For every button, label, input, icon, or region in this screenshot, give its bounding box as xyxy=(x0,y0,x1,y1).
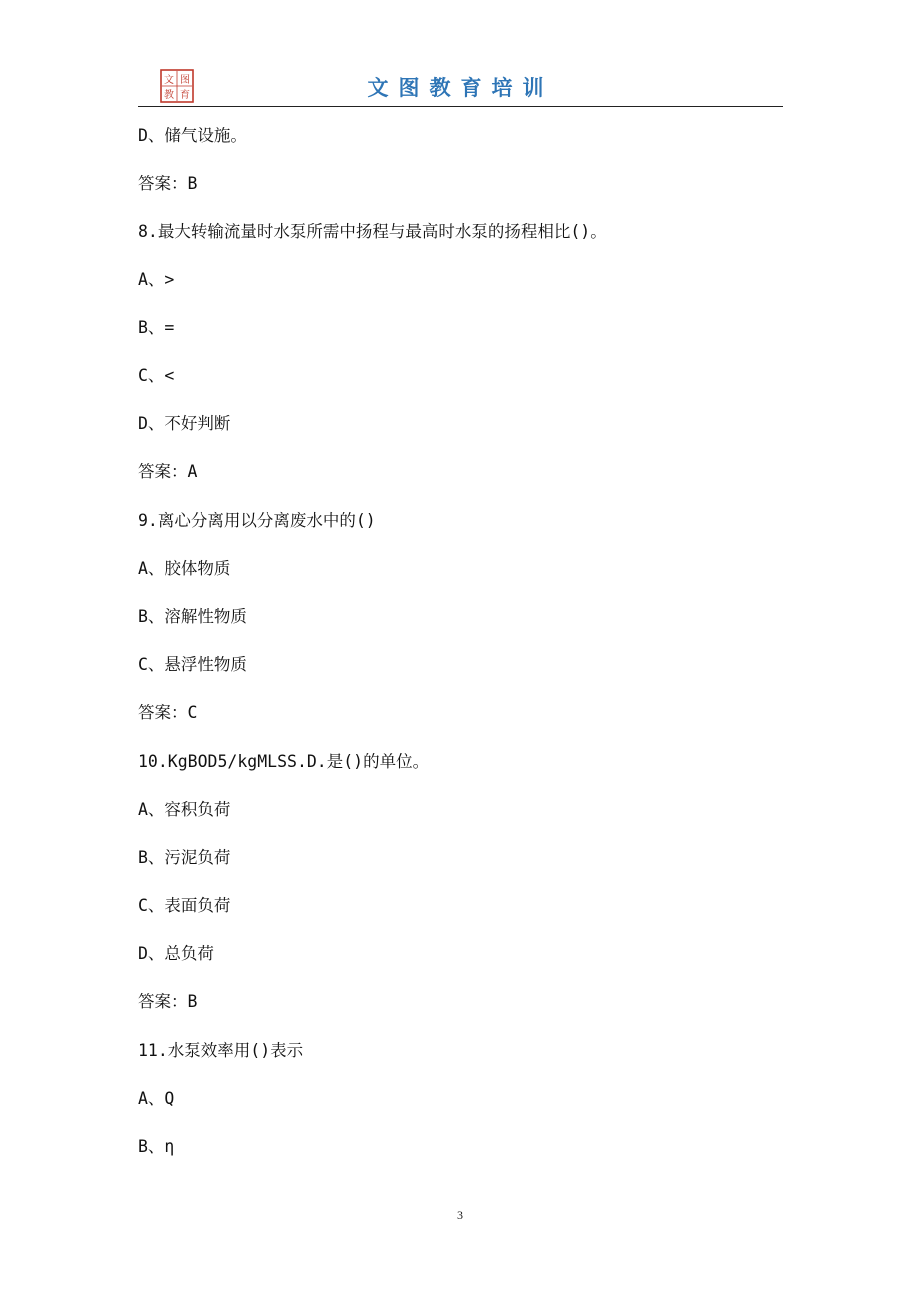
question-10-option-a: A、容积负荷 xyxy=(138,800,231,819)
header-divider xyxy=(138,106,783,107)
page-header xyxy=(138,66,783,108)
question-10: 10.KgBOD5/kgMLSS.D.是()的单位。 xyxy=(138,752,430,771)
question-8-option-a: A、> xyxy=(138,270,175,289)
header-title: 文图教育培训 xyxy=(367,75,554,100)
question-9-option-a: A、胶体物质 xyxy=(138,559,231,578)
svg-text:育: 育 xyxy=(180,90,190,101)
question-8: 8.最大转输流量时水泵所需中扬程与最高时水泵的扬程相比()。 xyxy=(138,222,607,241)
option-d-line: D、储气设施。 xyxy=(138,126,247,145)
question-10-option-d: D、总负荷 xyxy=(138,944,214,963)
question-11-option-b: B、η xyxy=(138,1137,175,1156)
question-8-answer: 答案：A xyxy=(138,462,198,481)
question-10-answer: 答案：B xyxy=(138,992,198,1011)
question-9-answer: 答案：C xyxy=(138,703,198,722)
question-10-option-b: B、污泥负荷 xyxy=(138,848,231,867)
question-8-option-c: C、< xyxy=(138,366,175,385)
svg-text:图: 图 xyxy=(180,75,190,86)
question-9-option-b: B、溶解性物质 xyxy=(138,607,247,626)
question-9-option-c: C、悬浮性物质 xyxy=(138,655,247,674)
page-number: 3 xyxy=(457,1208,463,1222)
svg-text:教: 教 xyxy=(164,90,174,101)
question-8-option-b: B、= xyxy=(138,318,175,337)
question-11-option-a: A、Q xyxy=(138,1089,175,1108)
question-9: 9.离心分离用以分离废水中的() xyxy=(138,511,376,530)
answer-line: 答案：B xyxy=(138,174,198,193)
svg-text:文: 文 xyxy=(164,75,174,86)
question-8-option-d: D、不好判断 xyxy=(138,414,231,433)
question-10-option-c: C、表面负荷 xyxy=(138,896,231,915)
question-11: 11.水泵效率用()表示 xyxy=(138,1041,304,1060)
